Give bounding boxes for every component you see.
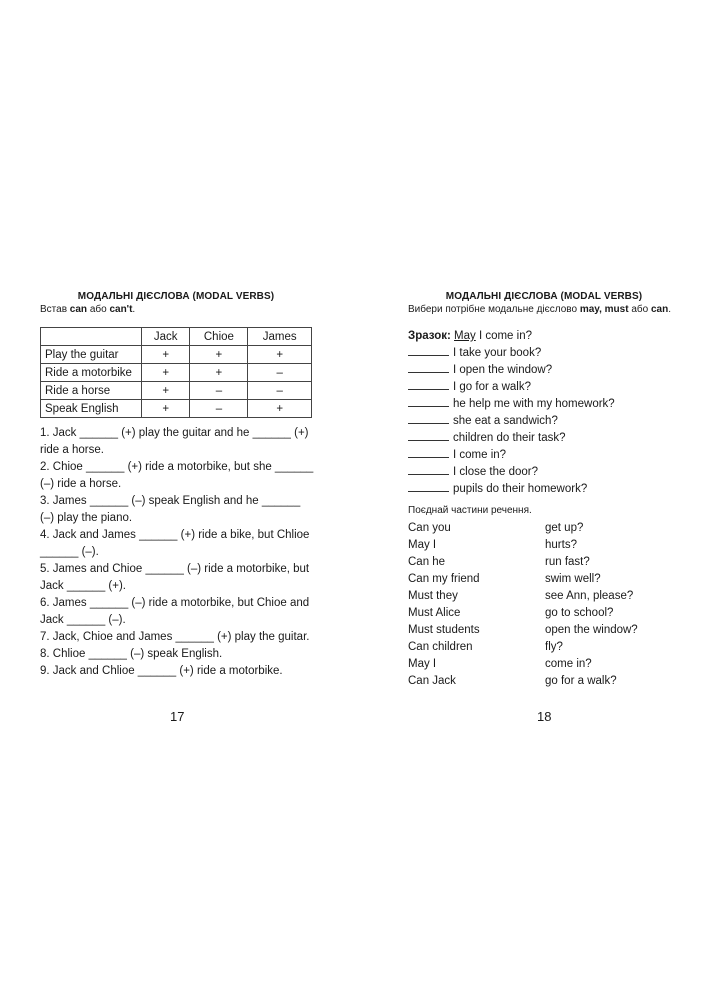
exercise-item: 5. James and Chioe ______ (–) ride a motorbike, but Jack ______ (+). xyxy=(40,563,310,592)
table-header-cell xyxy=(41,328,142,346)
match-row xyxy=(408,588,638,605)
match-right: open the window? xyxy=(545,624,638,636)
exercise-item: 2. Chioe ______ (+) ride a motorbike, but she ______ (–) ride a horse. xyxy=(40,461,314,490)
match-right: fly? xyxy=(545,641,563,653)
exercise-item: 9. Jack and Chlioe ______ (+) ride a motorbike. xyxy=(40,665,283,677)
match-row xyxy=(408,656,638,673)
fill-in-item: I close the door? xyxy=(408,464,615,481)
table-row-label: Speak English xyxy=(41,400,142,418)
table-cell: – xyxy=(190,400,248,418)
match-right: go for a walk? xyxy=(545,675,617,687)
match-right: see Ann, please? xyxy=(545,590,634,602)
right-page-title: МОДАЛЬНІ ДІЄСЛОВА (MODAL VERBS) xyxy=(445,291,643,302)
match-left: Can my friend xyxy=(408,573,480,585)
right-page-instruction: Вибери потрібне модальне дієслово may, must або can. xyxy=(408,304,671,315)
exercise-item: 3. James ______ (–) speak English and he ______ (–) play the piano. xyxy=(40,495,301,524)
table-row xyxy=(41,346,312,364)
page-number-right: 18 xyxy=(537,709,552,724)
table-cell: + xyxy=(142,364,190,382)
match-right: come in? xyxy=(545,658,592,670)
table-cell: + xyxy=(142,346,190,364)
match-right: swim well? xyxy=(545,573,601,585)
answer-blank[interactable] xyxy=(408,447,449,458)
table-cell: – xyxy=(248,382,312,400)
answer-blank[interactable] xyxy=(408,362,449,373)
match-left: Can Jack xyxy=(408,675,456,687)
sample-answer: May xyxy=(454,330,476,342)
match-left: Can children xyxy=(408,641,473,653)
fill-in-item: I go for a walk? xyxy=(408,379,615,396)
table-cell: + xyxy=(142,400,190,418)
exercise-item: 8. Chlioe ______ (–) speak English. xyxy=(40,648,223,660)
left-page-instruction: Встав can або can't. xyxy=(40,304,136,315)
fill-in-list xyxy=(408,345,615,498)
fill-in-item: I come in? xyxy=(408,447,615,464)
table-cell: – xyxy=(190,382,248,400)
table-row-label: Ride a motorbike xyxy=(41,364,142,382)
match-left: May I xyxy=(408,539,437,551)
table-header-cell: Jack xyxy=(142,328,190,346)
table-cell: + xyxy=(248,400,312,418)
fill-in-item: I open the window? xyxy=(408,362,615,379)
match-right: get up? xyxy=(545,522,584,534)
match-left: Must Alice xyxy=(408,607,461,619)
match-row xyxy=(408,571,638,588)
match-row xyxy=(408,537,638,554)
table-cell: + xyxy=(248,346,312,364)
match-left: May I xyxy=(408,658,437,670)
fill-in-item: he help me with my homework? xyxy=(408,396,615,413)
sample-label: Зразок: xyxy=(408,330,451,342)
exercise-list xyxy=(40,425,315,680)
table-cell: – xyxy=(248,364,312,382)
right-page xyxy=(360,0,720,1000)
table-cell: + xyxy=(142,382,190,400)
table-row xyxy=(41,364,312,382)
table-header-row xyxy=(41,328,312,346)
fill-in-item: she eat a sandwich? xyxy=(408,413,615,430)
match-right: hurts? xyxy=(545,539,577,551)
match-left: Can you xyxy=(408,522,451,534)
exercise-item: 6. James ______ (–) ride a motorbike, but Chioe and Jack ______ (–). xyxy=(40,597,310,626)
table-header-cell: Chioe xyxy=(190,328,248,346)
left-page-title: МОДАЛЬНІ ДІЄСЛОВА (MODAL VERBS) xyxy=(77,291,275,302)
match-right: go to school? xyxy=(545,607,614,619)
fill-in-item: I take your book? xyxy=(408,345,615,362)
answer-blank[interactable] xyxy=(408,379,449,390)
exercise-item: 1. Jack ______ (+) play the guitar and he ______ (+) ride a horse. xyxy=(40,427,309,456)
exercise-item: 4. Jack and James ______ (+) ride a bike, but Chlioe ______ (–). xyxy=(40,529,310,558)
answer-blank[interactable] xyxy=(408,464,449,475)
match-row xyxy=(408,673,638,690)
match-row xyxy=(408,622,638,639)
table-header-cell: James xyxy=(248,328,312,346)
match-left: Must students xyxy=(408,624,480,636)
match-left: Must they xyxy=(408,590,458,602)
answer-blank[interactable] xyxy=(408,345,449,356)
table-row-label: Ride a horse xyxy=(41,382,142,400)
sample-rest: I come in? xyxy=(475,330,532,342)
answer-blank[interactable] xyxy=(408,413,449,424)
match-row xyxy=(408,639,638,656)
table-row xyxy=(41,382,312,400)
match-instruction: Поєднай частини речення. xyxy=(408,505,532,516)
match-right: run fast? xyxy=(545,556,590,568)
answer-blank[interactable] xyxy=(408,481,449,492)
matching-list xyxy=(408,520,638,690)
match-row xyxy=(408,554,638,571)
abilities-table xyxy=(40,327,312,418)
table-row xyxy=(41,400,312,418)
fill-in-item: pupils do their homework? xyxy=(408,481,615,498)
fill-in-item: children do their task? xyxy=(408,430,615,447)
table-cell: + xyxy=(190,364,248,382)
exercise-item: 7. Jack, Chioe and James ______ (+) play the guitar. xyxy=(40,631,310,643)
table-row-label: Play the guitar xyxy=(41,346,142,364)
sample-sentence xyxy=(408,328,532,345)
answer-blank[interactable] xyxy=(408,396,449,407)
match-row xyxy=(408,605,638,622)
answer-blank[interactable] xyxy=(408,430,449,441)
page-number-left: 17 xyxy=(170,709,185,724)
match-left: Can he xyxy=(408,556,446,568)
table-cell: + xyxy=(190,346,248,364)
match-row xyxy=(408,520,638,537)
